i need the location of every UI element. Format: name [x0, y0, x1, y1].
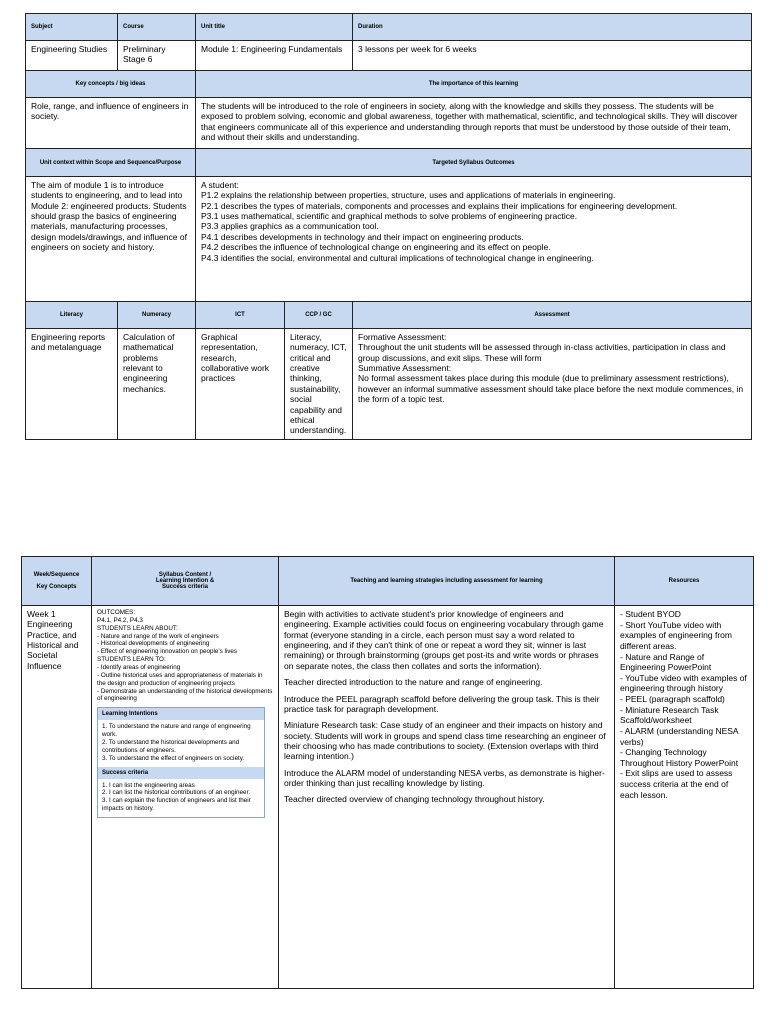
unit-context-text: The aim of module 1 is to introduce students to engineering, and to lead into Module 2: engineered products. Students should grasp the basics of engineering materials, manufacturing processes, design models/drawings, and influence of engineers on society and history. [26, 177, 196, 302]
outcomes-cell [196, 177, 752, 302]
resources-list: - Student BYOD - Short YouTube video with examples of engineering from different areas. - Nature and Range of Engineering PowerPoint - YouTube video with examples of engineering through history - PEEL (paragraph scaffold) - Miniature Research Task Scaffold/worksheet - ALARM (understanding NESA verbs) - Changing Technology Throughout History PowerPoint - Exit slips are used to assess success criteria at the end of each lesson. [615, 606, 754, 989]
resources-header: Resources [615, 557, 754, 606]
success-criteria-title: Success criteria [98, 767, 264, 779]
numeracy-text: Calculation of mathematical problems relevant to engineering mechanics. [118, 329, 196, 440]
strategy-paragraph: Begin with activities to activate student's prior knowledge of engineers and engineering. Example activities could focus on engineering vocabulary through game format (everyone standing in a circle, each person must say a word related to engineering, and if they can't think of one or repeat a word they sit, winner is last remaining) or through brainstorming (groups get post-its and write words or phrases on separate notes, the class then collates and sorts the information). [284, 609, 604, 671]
strategy-paragraph: Teacher directed introduction to the nature and range of engineering. [284, 677, 543, 688]
ccp-text: Literacy, numeracy, ICT, critical and creative thinking, sustainability, social capability and ethical understanding. [285, 329, 353, 440]
unit-title-header: Unit title [196, 14, 353, 41]
subject-value: Engineering Studies [26, 41, 118, 71]
assessment-line: Throughout the unit students will be assessed through in-class activities, participation in class and group discussions, and exit slips. These will form [358, 342, 726, 363]
syllabus-text: OUTCOMES: P4.1, P4.2, P4.3 STUDENTS LEARN ABOUT: - Nature and range of the work of engineers - Historical developments of engineering - Effect of engineering innovation on people's lives STUDENTS LEARN TO: - Identify areas of engineering - Outline historical uses and appropriateness of materials in the design and production of engineering projects - Demonstrate an understanding of the historical developments of engineering [97, 609, 273, 703]
literacy-header: Literacy [26, 302, 118, 329]
assessment-cell [353, 329, 752, 440]
outcome-item: P4.1 describes developments in technology and their impact on engineering products. [201, 231, 524, 242]
subject-header: Subject [26, 14, 118, 41]
success-criteria-items: 1. I can list the engineering areas 2. I can list the historical contributions of an engineer. 3. I can explain the function of engineers and list their impacts on history. [102, 781, 251, 813]
outcome-item: P2.1 describes the types of materials, components and processes and explains their implications for engineering development. [201, 200, 678, 211]
literacy-text: Engineering reports and metalanguage [26, 329, 118, 440]
syllabus-header: Syllabus Content / Learning Intention & Success criteria [92, 557, 279, 606]
strategy-paragraph: Introduce the ALARM model of understanding NESA verbs, as demonstrate is higher-order thinking than just recalling knowledge by listing. [284, 767, 605, 789]
numeracy-header: Numeracy [118, 302, 196, 329]
course-value: Preliminary Stage 6 [118, 41, 196, 71]
unit-context-header: Unit context within Scope and Sequence/Purpose [26, 149, 196, 177]
outcome-item: P4.2 describes the influence of technological change on engineering and its effect on people. [201, 242, 551, 253]
ccp-header: CCP / GC [285, 302, 353, 329]
learning-intentions-box [97, 707, 265, 818]
learning-intentions-items: 1. To understand the nature and range of engineering work. 2. To understand the historical developments and contributions of engineers. 3. To understand the effect of engineers on society. [102, 723, 251, 762]
importance-text: The students will be introduced to the role of engineers in society, along with the knowledge and skills they possess. The students will be exposed to problem solving, economic and global awareness, together with mathematical, scientific, and technological skills. They will discover that engineers communicate all of this experience and understanding through reports that must be understood by those outside of their team, and without their skills and understanding. [196, 98, 752, 149]
duration-header: Duration [353, 14, 752, 41]
sequence-table [21, 556, 754, 989]
strategy-paragraph: Introduce the PEEL paragraph scaffold before delivering the group task. This is their practice task for paragraph development. [284, 693, 600, 714]
outcome-item: P1.2 explains the relationship between properties, structure, uses and applications of materials in engineering. [201, 190, 616, 201]
importance-header: The importance of this learning [196, 71, 752, 98]
learning-intentions-title: Learning Intentions [98, 708, 264, 720]
week-text: Week 1 Engineering Practice, and Historical and Societal Influence [22, 606, 92, 989]
ict-text: Graphical representation, research, collaborative work practices [196, 329, 285, 440]
strategies-header: Teaching and learning strategies including assessment for learning [279, 557, 615, 606]
duration-value: 3 lessons per week for 6 weeks [353, 41, 752, 71]
unit-title-value: Module 1: Engineering Fundamentals [196, 41, 353, 71]
outcome-item: P3.1 uses mathematical, scientific and graphical methods to solve problems of engineering practice. [201, 211, 578, 222]
assessment-line: No formal assessment takes place during this module (due to preliminary assessment restrictions), however an informal summative assessment should take place before the next module commences, in the form of a topic test. [358, 373, 744, 405]
unit-overview-table [25, 13, 752, 440]
strategies-cell [279, 606, 615, 989]
syllabus-cell [92, 606, 279, 989]
outcomes-header: Targeted Syllabus Outcomes [196, 149, 752, 177]
key-concepts-text: Role, range, and influence of engineers in society. [26, 98, 196, 149]
strategy-paragraph: Miniature Research task: Case study of an engineer and their impacts on history and society. Students will work in groups and spend class time researching an engineer of their choosing who has made contributions to society. (Extension overlaps with third learning intention.) [284, 720, 606, 762]
assessment-header: Assessment [353, 302, 752, 329]
outcomes-intro: A student: [201, 180, 239, 190]
week-header: Week/Sequence Key Concepts [22, 557, 92, 606]
ict-header: ICT [196, 302, 285, 329]
assessment-line: Formative Assessment: [358, 332, 447, 342]
assessment-line: Summative Assessment: [358, 363, 452, 374]
outcome-item: P4.3 identifies the social, environmental and cultural implications of technological change in engineering. [201, 252, 594, 263]
outcome-item: P3.3 applies graphics as a communication tool. [201, 221, 379, 232]
strategy-paragraph: Teacher directed overview of changing technology throughout history. [284, 794, 545, 805]
key-concepts-header: Key concepts / big ideas [26, 71, 196, 98]
course-header: Course [118, 14, 196, 41]
